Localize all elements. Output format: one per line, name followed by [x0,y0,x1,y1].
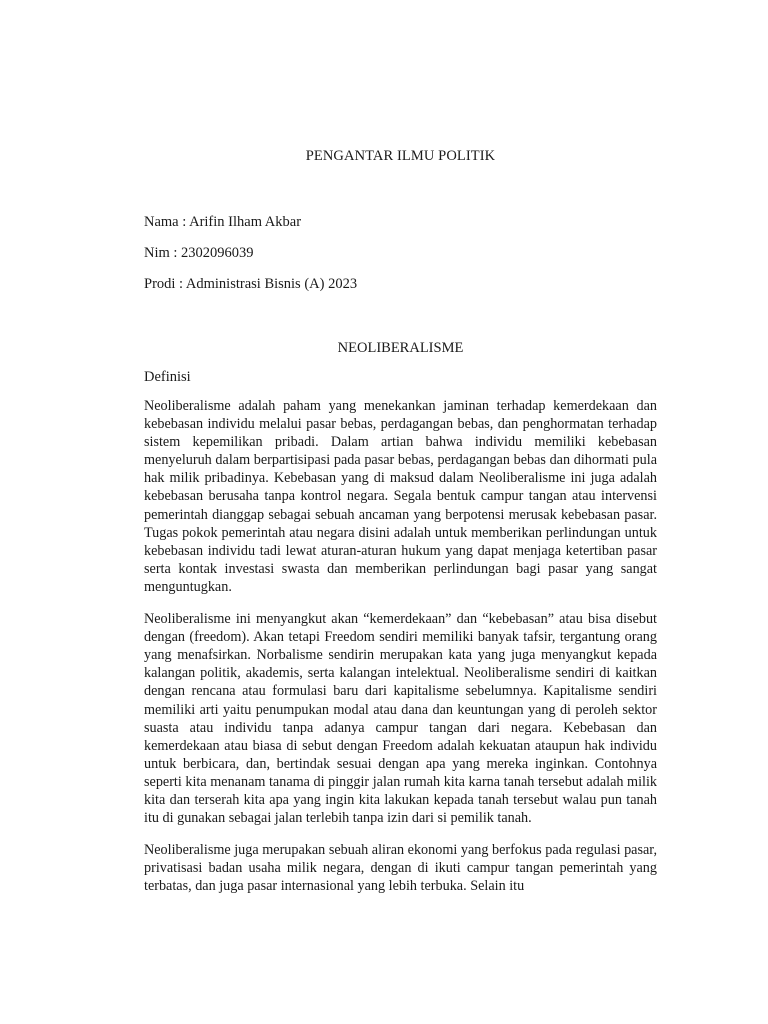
student-prodi: Prodi : Administrasi Bisnis (A) 2023 [144,276,358,292]
paragraph-3: Neoliberalisme juga merupakan sebuah aliran ekonomi yang berfokus pada regulasi pasar, privatisasi badan usaha milik negara, dengan di ikuti campur tangan pemerintah yang terbatas, dan juga pasar internasional yang lebih terbuka. Selain itu [144,842,657,895]
paragraph-2: Neoliberalisme ini menyangkut akan “kemerdekaan” dan “kebebasan” atau bisa disebut dengan (freedom). Akan tetapi Freedom sendiri memiliki banyak tafsir, tergantung orang yang menafsirkan. Norbalisme sendirin merupakan kata yang juga menyangkut kepada kalangan politik, akademis, serta kalangan intelektual. Neoliberalisme sendiri di kaitkan dengan rencana atau formulasi baru dari kapitalisme sebelumnya. Kapitalisme sendiri memiliki arti yaitu penumpukan modal atau dana dan keuntungan yang di peroleh sektor suasta atau individu tanpa adanya campur tangan dari negara. Kebebasan dan kemerdekaan atau biasa di sebut dengan Freedom adalah kekuatan ataupun hak individu untuk berbicara, dan, bertindak sesuai dengan apa yang mereka inginkan. Contohnya seperti kita menanam tanama di pinggir jalan rumah kita karna tanah tersebut adalah milik kita dan terserah kita apa yang ingin kita lakukan kepada tanah tersebut walau pun tanah itu di gunakan sebagai jalan terlebih tanpa izin dari si pemilik tanah. [144,611,657,827]
subheading-definisi: Definisi [144,369,191,385]
student-name: Nama : Arifin Ilham Akbar [144,214,302,230]
section-title: NEOLIBERALISME [337,340,464,356]
student-nim: Nim : 2302096039 [144,245,254,261]
document-title: PENGANTAR ILMU POLITIK [305,148,496,164]
paragraph-1: Neoliberalisme adalah paham yang menekankan jaminan terhadap kemerdekaan dan kebebasan individu melalui pasar bebas, perdagangan bebas, dan penghormatan terhadap sistem kepemilikan pribadi. Dalam artian bahwa individu memiliki kebebasan menyeluruh dalam berpartisipasi pada pasar bebas, perdagangan bebas dan dihormati pula hak milik pribadinya. Kebebasan yang di maksud dalam Neoliberalisme ini juga adalah kebebasan berusaha tanpa kontrol negara. Segala bentuk campur tangan atau intervensi pemerintah dianggap sebagai sebuah ancaman yang berpotensi merusak kebebasan pasar. Tugas pokok pemerintah atau negara disini adalah untuk memberikan perlindungan untuk kebebasan individu tadi lewat aturan-aturan hukum yang dapat menjaga ketertiban pasar serta kontak investasi swasta dan memberikan perlindungan bagi pasar yang sangat menguntugkan. [144,398,657,595]
